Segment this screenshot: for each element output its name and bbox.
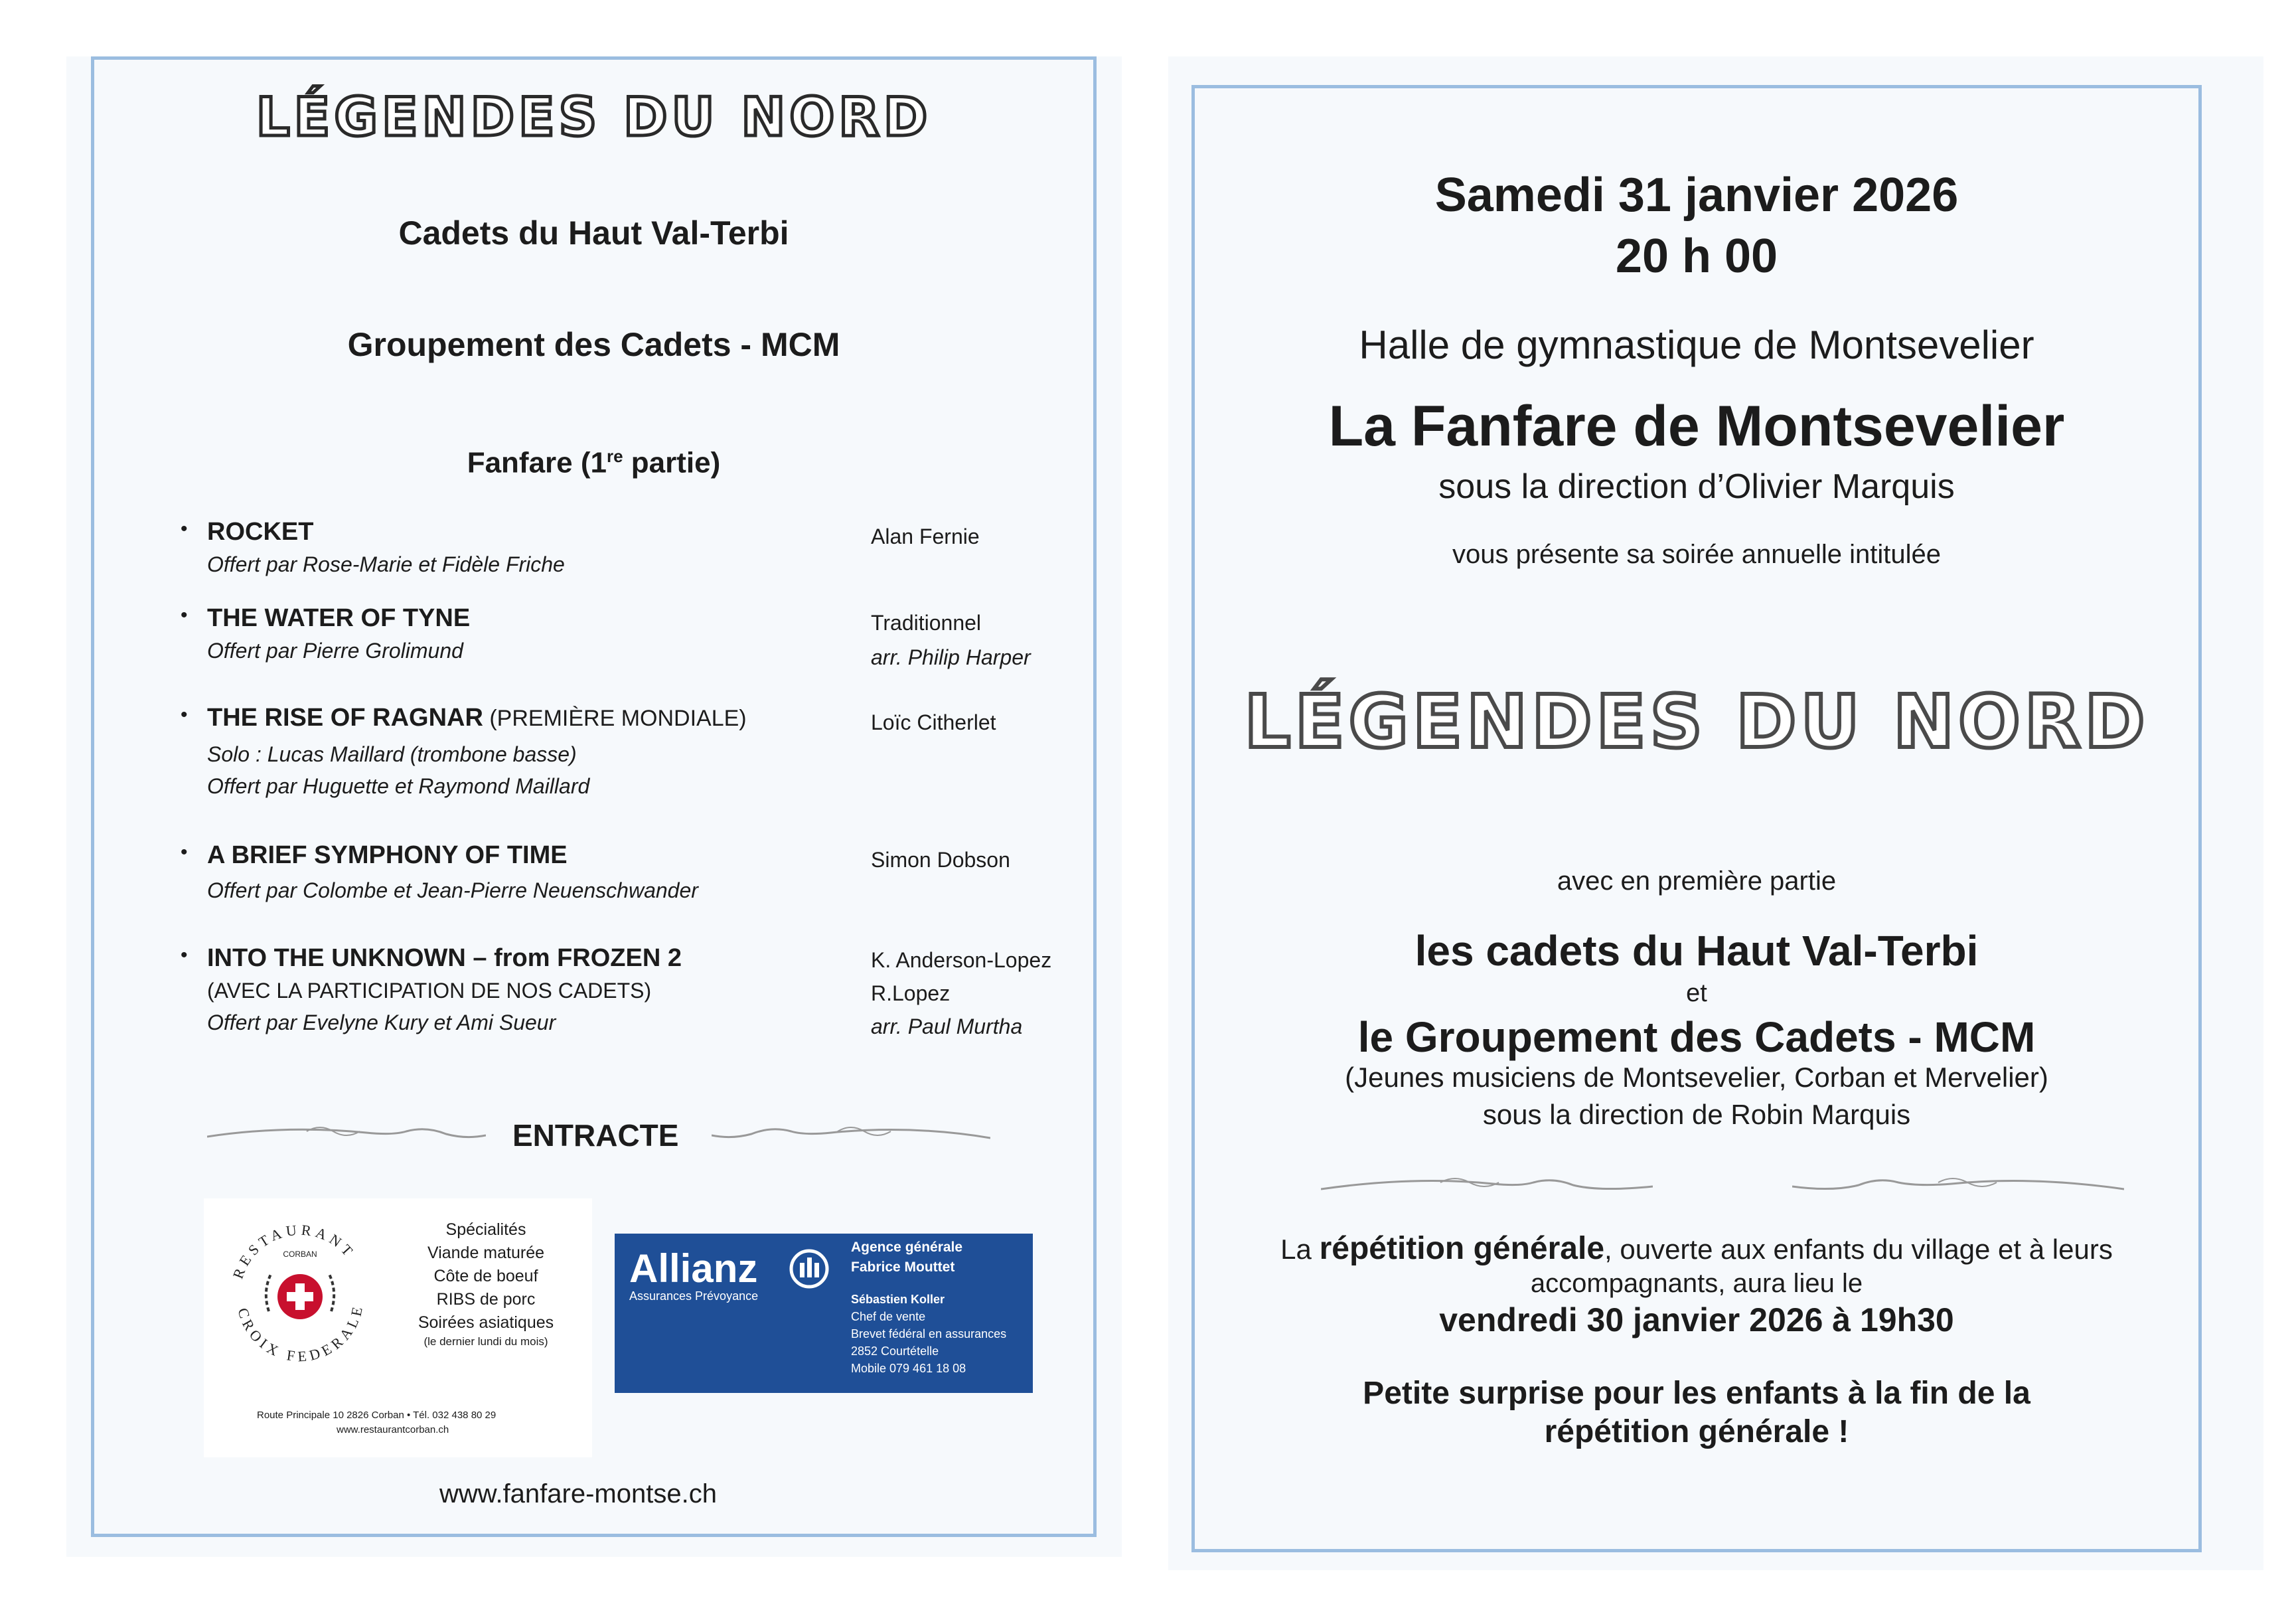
bullet-icon: • — [181, 704, 188, 726]
logo-small-text: CORBAN — [283, 1250, 317, 1259]
band-director: sous la direction d’Olivier Marquis — [1438, 467, 1955, 506]
band-name: La Fanfare de Montsevelier — [1328, 394, 2065, 458]
program-item — [181, 518, 1077, 591]
rehearsal-line1: La répétition générale, ouverte aux enfants du village et à leurs — [1280, 1231, 2113, 1266]
flourish-left-icon — [207, 1122, 486, 1149]
composer: Simon Dobson — [871, 848, 1010, 872]
entracte-label: ENTRACTE — [512, 1118, 679, 1153]
surprise-line1: Petite surprise pour les enfants à la fin de la — [1363, 1376, 2030, 1411]
specialite-item: Soirées asiatiques — [418, 1313, 554, 1332]
logo-arc-bottom: CROIX FEDERALE — [234, 1301, 366, 1365]
piece-title: A BRIEF SYMPHONY OF TIME — [207, 841, 568, 869]
event-time: 20 h 00 — [1615, 230, 1778, 283]
restaurant-address: Route Principale 10 2826 Corban • Tél. 032 438 80 29 — [257, 1410, 497, 1421]
rehearsal-date: vendredi 30 janvier 2026 à 19h30 — [1439, 1301, 1954, 1339]
composer: Traditionnel — [871, 611, 982, 635]
allianz-tagline: Assurances Prévoyance — [629, 1289, 759, 1303]
cadets-note: (Jeunes musiciens de Montsevelier, Corban et Mervelier) — [1345, 1062, 2048, 1093]
arranger: arr. Philip Harper — [871, 645, 1031, 669]
allianz-contact: Sébastien Koller Chef de vente Brevet fédéral en assurances 2852 Courtételle Mobile 079 461 18 08 — [851, 1293, 1007, 1375]
rehearsal-line2: accompagnants, aura lieu le — [1530, 1269, 1863, 1298]
event-date: Samedi 31 janvier 2026 — [1434, 169, 1959, 222]
specialite-item: Côte de boeuf — [433, 1267, 538, 1285]
conjunction: et — [1686, 979, 1707, 1007]
composer: R.Lopez — [871, 981, 951, 1005]
piece-title: ROCKET — [207, 518, 314, 546]
piece-title: THE RISE OF RAGNAR (PREMIÈRE MONDIALE) — [207, 704, 747, 732]
flourish-left-icon — [1321, 1173, 1653, 1200]
piece-detail: Offert par Evelyne Kury et Ami Sueur — [207, 1011, 556, 1034]
program-item — [181, 944, 1077, 1057]
restaurant-website: www.restaurantcorban.ch — [337, 1424, 449, 1435]
presents-text: vous présente sa soirée annuelle intitulée — [1452, 540, 1942, 569]
fanfare-website[interactable]: www.fanfare-montse.ch — [439, 1479, 717, 1508]
restaurant-ad — [204, 1198, 592, 1457]
specialite-item: Spécialités — [445, 1220, 526, 1239]
bullet-icon: • — [181, 604, 188, 626]
flourish-right-icon — [1792, 1173, 2124, 1200]
groupement-cadets: le Groupement des Cadets - MCM — [1357, 1013, 2036, 1061]
piece-detail: Offert par Huguette et Raymond Maillard — [207, 774, 590, 798]
right-page — [1191, 85, 2202, 1552]
left-page — [91, 56, 1097, 1537]
specialites-list — [390, 1218, 582, 1349]
arranger: arr. Paul Murtha — [871, 1015, 1023, 1038]
specialite-item: RIBS de porc — [436, 1290, 536, 1309]
program-item — [181, 604, 1077, 684]
program-item — [181, 841, 1077, 914]
cadets-val-terbi: les cadets du Haut Val-Terbi — [1415, 927, 1979, 975]
show-title: LÉGENDES DU NORD — [1244, 679, 2149, 764]
bullet-icon: • — [181, 518, 188, 540]
allianz-ad — [615, 1234, 1033, 1393]
piece-detail: Offert par Colombe et Jean-Pierre Neuenschwander — [207, 878, 698, 902]
first-part-label: avec en première partie — [1557, 866, 1837, 896]
piece-detail: (AVEC LA PARTICIPATION DE NOS CADETS) — [207, 979, 652, 1003]
piece-detail: Offert par Pierre Grolimund — [207, 639, 463, 663]
flourish-right-icon — [712, 1122, 990, 1149]
allianz-agency: Agence générale Fabrice Mouttet — [851, 1240, 963, 1275]
surprise-line2: répétition générale ! — [1544, 1414, 1849, 1449]
allianz-logo-icon — [789, 1248, 830, 1289]
event-venue: Halle de gymnastique de Montsevelier — [1359, 323, 2034, 367]
composer: Alan Fernie — [871, 525, 980, 548]
bullet-icon: • — [181, 841, 188, 863]
section-text: Fanfare (1 — [467, 446, 607, 479]
cadets-director: sous la direction de Robin Marquis — [1482, 1099, 1911, 1130]
piece-title: THE WATER OF TYNE — [207, 604, 471, 632]
piece-detail: Offert par Rose-Marie et Fidèle Friche — [207, 552, 565, 576]
piece-title: INTO THE UNKNOWN – from FROZEN 2 — [207, 944, 682, 972]
specialite-note: (le dernier lundi du mois) — [423, 1335, 548, 1348]
section-text-end: partie) — [623, 446, 721, 479]
restaurant-logo-icon — [217, 1212, 383, 1378]
piece-detail: Solo : Lucas Maillard (trombone basse) — [207, 742, 577, 766]
left-band-cadets: Cadets du Haut Val-Terbi — [398, 214, 789, 252]
program-item — [181, 704, 1077, 810]
left-band-groupement: Groupement des Cadets - MCM — [347, 326, 840, 363]
logo-arc-top: RESTAURANT — [229, 1221, 359, 1281]
composer: Loïc Citherlet — [871, 710, 996, 734]
bullet-icon: • — [181, 944, 188, 966]
composer: K. Anderson-Lopez — [871, 948, 1052, 972]
left-section-title — [94, 446, 1093, 480]
specialite-item: Viande maturée — [427, 1244, 545, 1262]
section-superscript: re — [607, 446, 623, 466]
allianz-brand: Allianz — [629, 1246, 758, 1291]
left-title: LÉGENDES DU NORD — [256, 86, 932, 148]
